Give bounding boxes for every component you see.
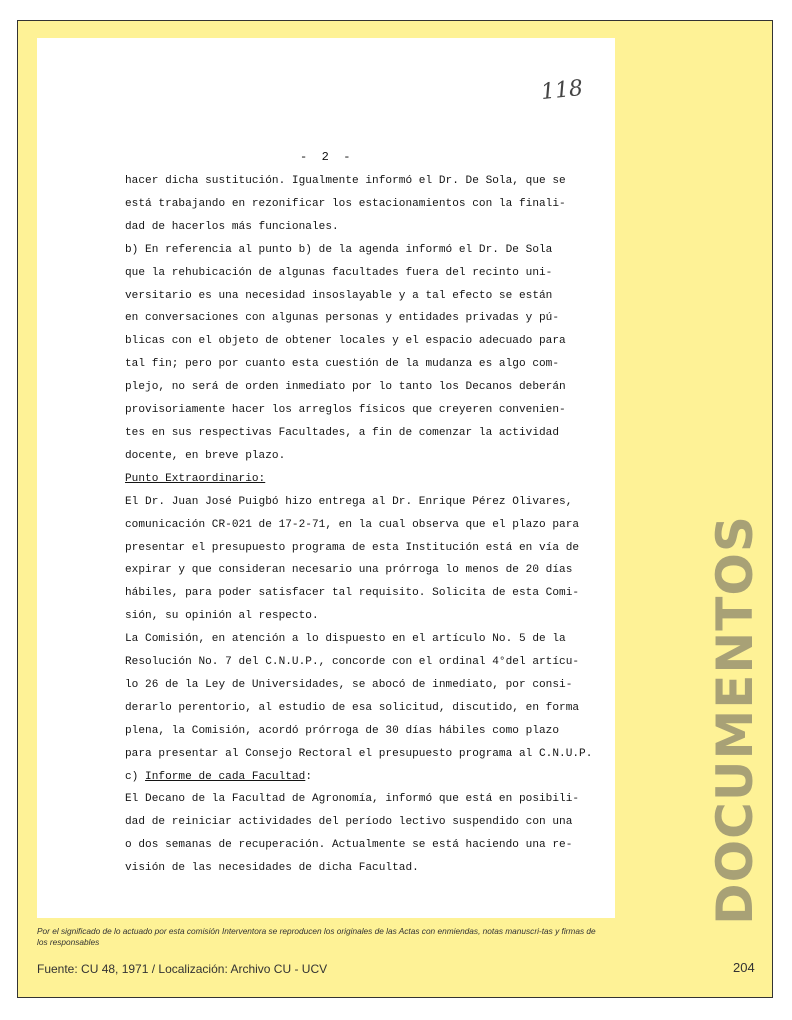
item-c-prefix: c) [125, 770, 146, 783]
handwritten-folio-number: 118 [539, 75, 585, 106]
text-line: en conversaciones con algunas personas y entidades privadas y pú- [125, 312, 560, 325]
text-line: presentar el presupuesto programa de esta Institución está en vía de [125, 541, 580, 554]
caption: Por el significado de lo actuado por esta comisión Interventora se reproducen los originales de las Actas con enmiendas, notas manuscri-tas y firmas de los responsables [37, 926, 596, 947]
text-line: El Decano de la Facultad de Agronomía, informó que está en posibili- [125, 793, 580, 806]
item-c-suffix: : [305, 770, 312, 783]
text-line: hacer dicha sustitución. Igualmente informó el Dr. De Sola, que se [125, 175, 566, 187]
text-line: lo 26 de la Ley de Universidades, se abocó de inmediato, por consi- [125, 678, 573, 691]
text-line: para presentar al Consejo Rectoral el presupuesto programa al C.N.U.P. [125, 747, 593, 760]
text-line: versitario es una necesidad insoslayable y a tal efecto se están [125, 289, 553, 302]
text-line: plejo, no será de orden inmediato por lo tanto los Decanos deberán [125, 381, 566, 394]
text-line: docente, en breve plazo. [125, 449, 286, 462]
sidebar-title: DOCUMENTOS [706, 515, 764, 925]
page-number: 204 [733, 960, 755, 975]
text-line: dad de reiniciar actividades del período lectivo suspendido con una [125, 816, 573, 829]
text-line: visión de las necesidades de dicha Facultad. [125, 862, 419, 875]
text-line: tes en sus respectivas Facultades, a fin de comenzar la actividad [125, 426, 560, 439]
item-c-title: Informe de cada Facultad [145, 770, 306, 783]
text-line: que la rehubicación de algunas facultades fuera del recinto uni- [125, 266, 553, 279]
text-line: provisoriamente hacer los arreglos físicos que creyeren convenien- [125, 404, 566, 417]
text-line: está trabajando en rezonificar los estacionamientos con la finali- [125, 197, 566, 210]
item-c-line [125, 766, 615, 789]
section-heading: Punto Extraordinario: [125, 472, 266, 485]
text-line: Resolución No. 7 del C.N.U.P., concorde con el ordinal 4°del artícu- [125, 656, 580, 669]
text-line: comunicación CR-021 de 17-2-71, en la cual observa que el plazo para [125, 518, 580, 531]
typed-text-body [125, 170, 615, 880]
text-line: La Comisión, en atención a lo dispuesto en el artículo No. 5 de la [125, 633, 566, 646]
text-line: o dos semanas de recuperación. Actualmente se está haciendo una re- [125, 839, 573, 852]
text-line: hábiles, para poder satisfacer tal requisito. Solicita de esta Comi- [125, 587, 580, 600]
text-line: sión, su opinión al respecto. [125, 610, 319, 623]
text-line: plena, la Comisión, acordó prórroga de 30 días hábiles como plazo [125, 724, 560, 737]
typed-page-number: - 2 - [300, 150, 351, 164]
text-line: derarlo perentorio, al estudio de esa solicitud, discutido, en forma [125, 701, 580, 714]
text-line: blicas con el objeto de obtener locales y el espacio adecuado para [125, 335, 566, 348]
source-line: Fuente: CU 48, 1971 / Localización: Archivo CU - UCV [37, 962, 328, 976]
text-line: dad de hacerlos más funcionales. [125, 220, 339, 233]
text-line: b) En referencia al punto b) de la agenda informó el Dr. De Sola [125, 243, 553, 256]
text-line: tal fin; pero por cuanto esta cuestión de la mudanza es algo com- [125, 358, 560, 371]
text-line: expirar y que consideran necesario una prórroga lo menos de 20 días [125, 564, 573, 577]
text-line: El Dr. Juan José Puigbó hizo entrega al Dr. Enrique Pérez Olivares, [125, 495, 573, 508]
